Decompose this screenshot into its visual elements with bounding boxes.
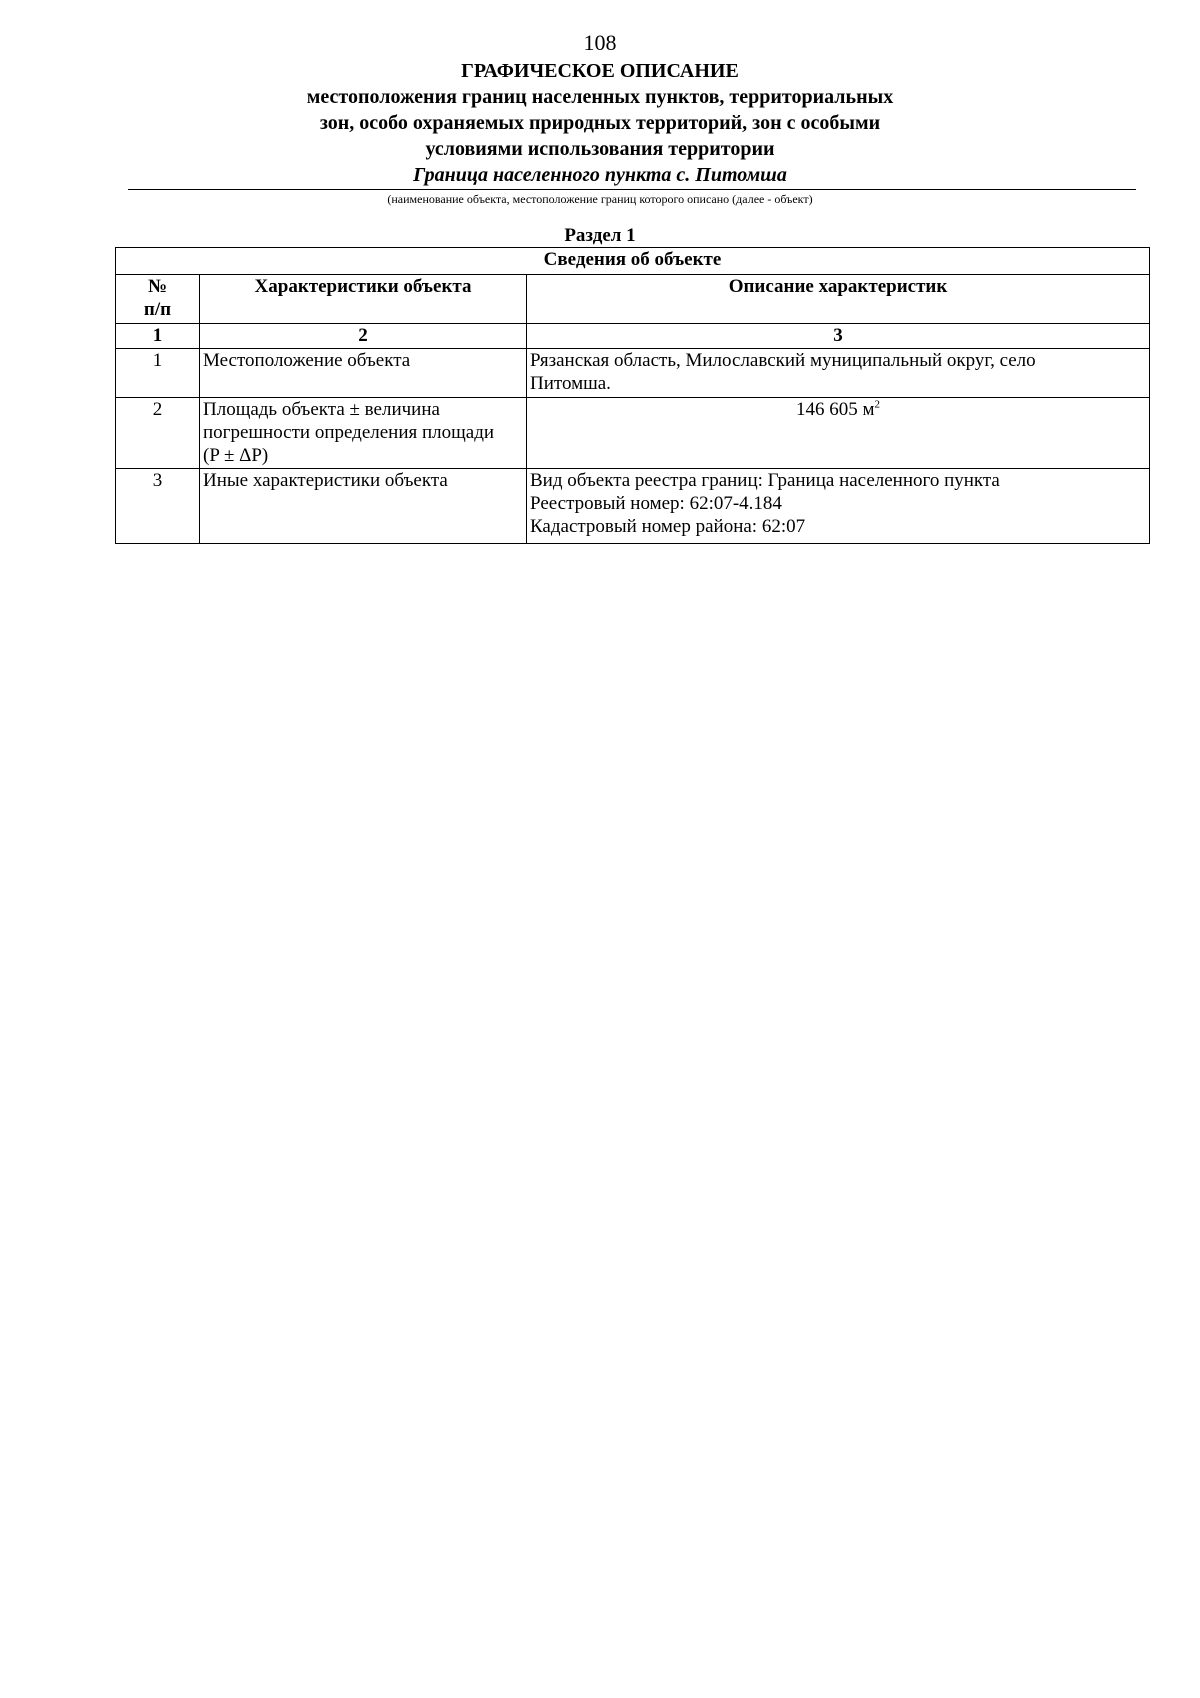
- column-number: 1: [116, 324, 200, 349]
- subtitle-line: зон, особо охраняемых природных территорий, зон с особыми: [319, 112, 881, 134]
- document-title: ГРАФИЧЕСКОЕ ОПИСАНИЕ: [461, 60, 739, 82]
- row-characteristic: Местоположение объекта: [200, 349, 527, 398]
- object-name-caption: (наименование объекта, местоположение границ которого описано (далее - объект): [387, 192, 813, 206]
- section-title: Раздел 1: [564, 225, 636, 246]
- header-num: [116, 275, 200, 324]
- table-header-row: [116, 275, 1150, 324]
- row-number: 1: [116, 349, 200, 398]
- object-info-table: [115, 247, 1150, 544]
- document-subtitle: [0, 84, 1200, 162]
- area-value: 146 605 м: [795, 399, 875, 420]
- description-line: Вид объекта реестра границ: Граница населенного пункта: [530, 470, 1000, 491]
- description-line: Питомша.: [530, 373, 611, 394]
- column-numbering-row: [116, 324, 1150, 349]
- subtitle-line: условиями использования территории: [425, 138, 775, 160]
- row-characteristic: Иные характеристики объекта: [200, 469, 527, 544]
- description-line: Кадастровый номер района: 62:07: [530, 516, 806, 537]
- row-description: [527, 469, 1150, 544]
- subtitle-line: местоположения границ населенных пунктов, территориальных: [306, 86, 894, 108]
- table-row: [116, 469, 1150, 544]
- description-line: Реестровый номер: 62:07-4.184: [530, 493, 782, 514]
- column-number: 2: [200, 324, 527, 349]
- area-unit-superscript: 2: [874, 398, 881, 411]
- page-number: 108: [583, 30, 617, 55]
- description-line: Рязанская область, Милославский муниципальный округ, село: [530, 350, 1036, 371]
- column-number: 3: [527, 324, 1150, 349]
- table-row: [116, 349, 1150, 398]
- table-caption-row: [116, 248, 1150, 275]
- table-caption: Сведения об объекте: [116, 248, 1150, 275]
- header-num-line2: п/п: [143, 299, 172, 320]
- characteristic-line: погрешности определения площади: [203, 422, 495, 443]
- characteristic-line: Площадь объекта ± величина: [203, 399, 440, 420]
- row-characteristic: [200, 398, 527, 469]
- table-row: [116, 398, 1150, 469]
- area-value-cell: [527, 398, 1150, 469]
- row-description: [527, 349, 1150, 398]
- characteristic-line: (P ± ΔP): [203, 445, 269, 466]
- header-description: Описание характеристик: [527, 275, 1150, 324]
- object-name: Граница населенного пункта с. Питомша: [413, 164, 787, 186]
- header-characteristics: Характеристики объекта: [200, 275, 527, 324]
- object-name-underline: [128, 189, 1136, 190]
- row-number: 3: [116, 469, 200, 544]
- row-number: 2: [116, 398, 200, 469]
- header-num-line1: №: [147, 276, 168, 297]
